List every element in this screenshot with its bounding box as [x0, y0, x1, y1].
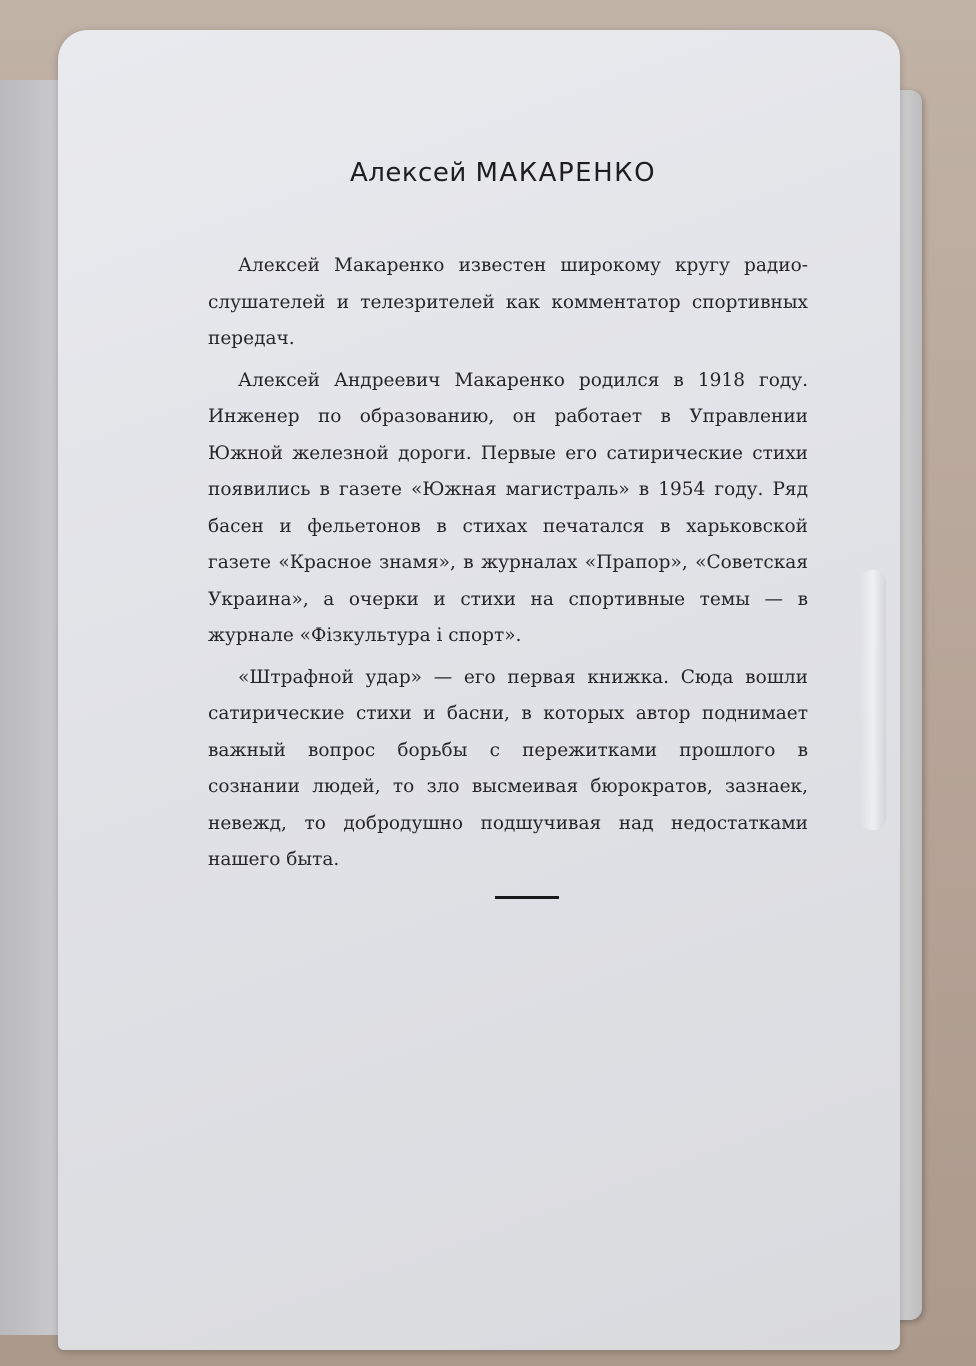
author-surname: МАКАРЕНКО [475, 158, 657, 188]
author-first-name: Алексей [349, 158, 467, 188]
paragraph-biography: Алексей Андреевич Макаренко родился в 1918 году. Инженер по образованию, он работает в Управлении Южной железной дороги. Первые его сатирические стихи появились в газете «Южная магистраль» в 1954 году. Ряд басен и фельетонов в стихах печатался в харьковской газете «Красное знамя», в журналах «Прапор», «Советская Украина», а очерки и стихи на спортивные темы — в журнале «Фізкультура і спорт». [208, 369, 808, 646]
paragraph-intro: Алексей Макаренко известен широкому кругу радиослушателей и телезрителей как комментатор спортивных передач. [208, 255, 808, 349]
book-page [58, 30, 900, 1350]
closing-rule [495, 896, 559, 899]
paragraph-book: «Штрафной удар» — его первая книжка. Сюда вошли сатирические стихи и басни, в которых автор поднимает важный вопрос борьбы с пережитками прошлого в сознании людей, то зло высмеивая бюрократов, зазнаек, невежд, то добродушно подшучивая над недостатками нашего быта. [208, 666, 808, 870]
biography-text [208, 248, 808, 884]
author-heading [58, 158, 948, 188]
